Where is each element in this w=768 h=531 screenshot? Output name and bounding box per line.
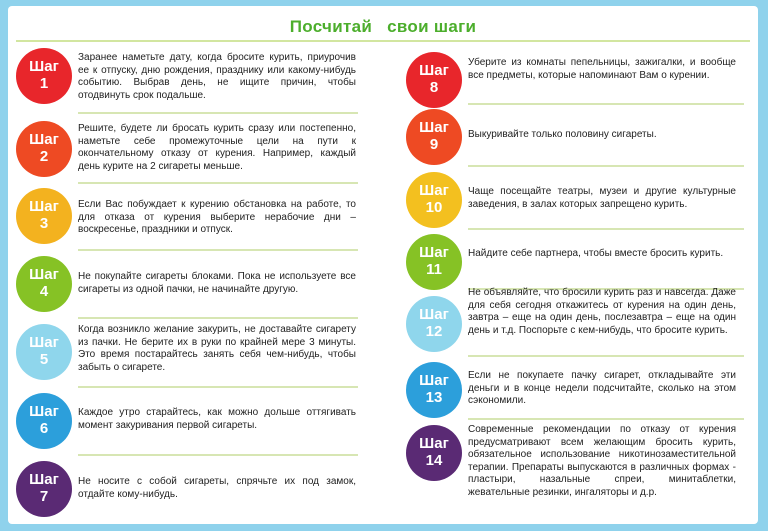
step-badge: Шаг 8 — [406, 52, 462, 108]
step-text: Выкуривайте только половину сигареты. — [468, 129, 657, 140]
divider — [468, 228, 744, 230]
step-badge: Шаг 3 — [16, 188, 72, 244]
step-text: Уберите из комнаты пепельницы, зажигалки, и вообще все предметы, которые напоминают Вам о курении. — [468, 57, 736, 81]
step-text: Каждое утро старайтесь, как можно дольше оттягивать момент закуривания первой сигареты. — [78, 407, 356, 431]
divider — [78, 182, 358, 184]
divider — [468, 355, 744, 357]
step-text: Современные рекомендации по отказу от курения предусматривают всем желающим бросить курить, обязательное использование никотинозаместительной терапии. Препараты выпускаются в различных формах - пластыри, назальные спреи, минитаблетки, жевательные резинки, ингаляторы и д.р. — [468, 424, 736, 498]
step-badge: Шаг 11 — [406, 234, 462, 290]
step-badge: Шаг 9 — [406, 109, 462, 165]
step-text: Чаще посещайте театры, музеи и другие культурные заведения, в залах которых запрещено курить. — [468, 186, 736, 210]
step-text: Не носите с собой сигареты, спрячьте их под замок, отдайте кому-нибудь. — [78, 476, 356, 500]
step-badge: Шаг 2 — [16, 121, 72, 177]
divider — [78, 454, 358, 456]
step-text: Найдите себе партнера, чтобы вместе бросить курить. — [468, 248, 724, 259]
step-badge: Шаг 1 — [16, 48, 72, 104]
divider — [468, 418, 744, 420]
title-divider — [16, 40, 750, 42]
step-badge: Шаг 12 — [406, 296, 462, 352]
divider — [78, 386, 358, 388]
divider — [468, 103, 744, 105]
step-badge: Шаг 14 — [406, 425, 462, 481]
step-text: Заранее наметьте дату, когда бросите курить, приурочив ее к отпуску, дню рождения, празднику или какому-нибудь событию. Выбрав день, не ищите причин, чтобы отодвинуть срок подальше. — [78, 52, 356, 101]
step-badge: Шаг 10 — [406, 172, 462, 228]
step-text: Не объявляйте, что бросили курить раз и навсегда. Даже для себя сегодня откажитесь от курения на один день, завтра – еще на один день, послезавтра – еще на один день и т.д. Поспорьте с кем-нибудь, что бросите курить. — [468, 287, 736, 336]
step-text: Когда возникло желание закурить, не доставайте сигарету из пачки. Не берите их в руки по крайней мере 3 минуты. Это время постарайтесь занять себя чем-нибудь, чтобы забыть о сигарете. — [78, 324, 356, 373]
step-text: Решите, будете ли бросать курить сразу или постепенно, наметьте себе промежуточные цели на пути к окончательному отказу от курения. Например, каждый день курите на 2 сигареты меньше. — [78, 123, 356, 172]
step-text: Если не покупаете пачку сигарет, откладывайте эти деньги и в конце недели подсчитайте, сколько на этом сэкономили. — [468, 370, 736, 406]
steps-sheet — [8, 6, 758, 524]
divider — [78, 317, 358, 319]
page-title: Посчитай свои шаги — [289, 17, 477, 36]
step-text: Не покупайте сигареты блоками. Пока не используете все сигареты из одной пачки, не начинайте другую. — [78, 271, 356, 295]
step-text: Если Вас побуждает к курению обстановка на работе, то для отказа от курения выберите нерабочие дни – воскресенье, праздники и отпуск. — [78, 199, 356, 235]
step-badge: Шаг 5 — [16, 324, 72, 380]
divider — [468, 165, 744, 167]
divider — [78, 112, 358, 114]
step-badge: Шаг 6 — [16, 393, 72, 449]
step-badge: Шаг 13 — [406, 362, 462, 418]
divider — [78, 249, 358, 251]
step-badge: Шаг 4 — [16, 256, 72, 312]
step-badge: Шаг 7 — [16, 461, 72, 517]
